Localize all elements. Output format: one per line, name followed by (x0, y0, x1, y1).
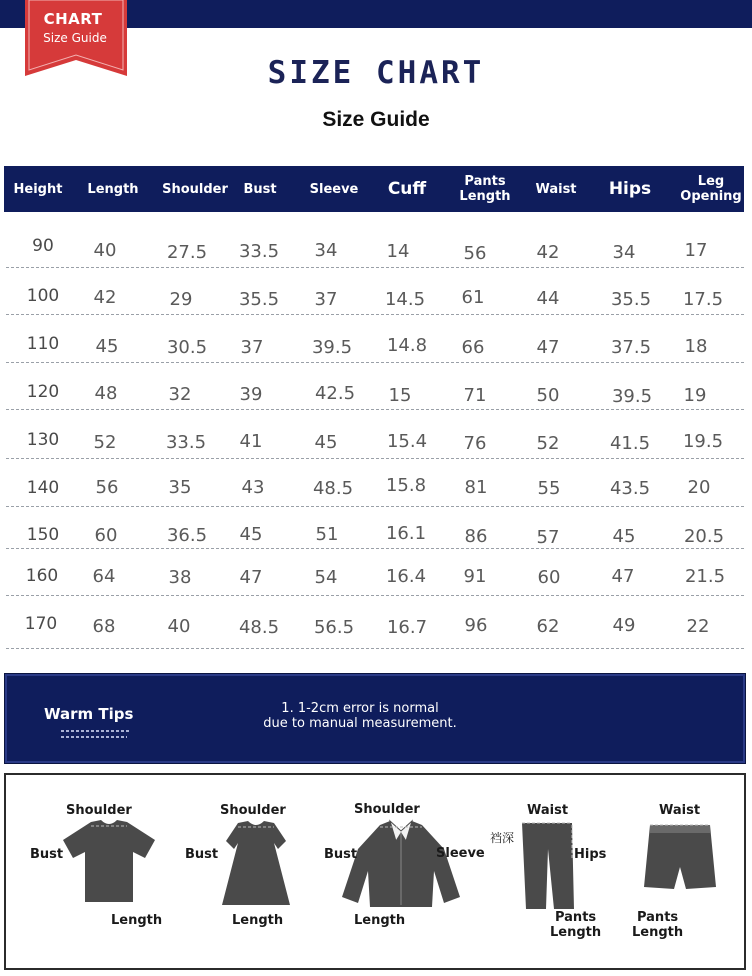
table-cell: 41 (239, 431, 263, 452)
table-cell: 41.5 (609, 433, 651, 454)
table-cell: 50 (536, 385, 560, 406)
table-cell: 17.5 (682, 289, 724, 310)
table-cell: 60 (537, 567, 561, 588)
table-cell: 21.5 (684, 566, 726, 587)
header-length: Length (87, 181, 139, 197)
table-cell: 52 (536, 433, 560, 454)
row-divider (6, 362, 744, 363)
table-cell: 15.8 (385, 475, 427, 496)
table-cell: 47 (611, 566, 635, 587)
table-cell: 81 (464, 477, 488, 498)
warm-tips-line-1: 1. 1-2cm error is normal (281, 701, 439, 716)
table-cell: 91 (463, 566, 487, 587)
warm-tips-title: Warm Tips (44, 705, 134, 723)
table-cell: 68 (92, 616, 116, 637)
table-cell: 14.8 (386, 335, 428, 356)
table-cell: 130 (26, 430, 60, 450)
table-cell: 57 (536, 527, 560, 548)
table-cell: 90 (32, 236, 54, 256)
table-cell: 150 (26, 525, 60, 545)
table-row (0, 554, 752, 602)
table-cell: 51 (315, 524, 339, 545)
pants-diagram-icon (516, 819, 578, 911)
pants-length-label: Pants Length (550, 910, 602, 940)
table-cell: 35 (168, 477, 192, 498)
table-cell: 30.5 (166, 337, 208, 358)
row-divider (6, 506, 744, 507)
table-cell: 42 (536, 242, 560, 263)
table-cell: 48.5 (312, 478, 354, 499)
table-cell: 96 (464, 615, 488, 636)
table-cell: 100 (26, 286, 60, 306)
table-row (0, 370, 752, 418)
row-divider (6, 548, 744, 549)
table-cell: 110 (26, 334, 60, 354)
table-cell: 15.4 (386, 431, 428, 452)
table-row (0, 322, 752, 370)
table-row (0, 274, 752, 322)
shirt-length-label: Length (354, 913, 406, 928)
header-pants-length: Pants Length (459, 174, 511, 204)
table-cell: 140 (26, 478, 60, 498)
table-cell: 160 (25, 566, 59, 586)
table-cell: 170 (24, 614, 58, 634)
table-cell: 33.5 (165, 432, 207, 453)
ribbon-chart-text: CHART (43, 10, 103, 28)
table-cell: 61 (461, 287, 485, 308)
pants-hips-label: Hips (574, 847, 607, 862)
page-subtitle: Size Guide (322, 108, 430, 131)
table-cell: 20.5 (683, 526, 725, 547)
table-cell: 16.7 (386, 617, 428, 638)
table-cell: 22 (686, 616, 710, 637)
table-cell: 40 (167, 616, 191, 637)
table-cell: 54 (314, 567, 338, 588)
warm-tips-line-2: due to manual measurement. (263, 716, 457, 731)
shirt-bust-label: Bust (324, 847, 358, 862)
table-cell: 43 (241, 477, 265, 498)
table-cell: 20 (687, 477, 711, 498)
ribbon-size-guide-text: Size Guide (43, 31, 107, 45)
dress-diagram-icon (214, 819, 298, 909)
warm-tips-subtitle-scribble (59, 727, 131, 741)
table-cell: 45 (314, 432, 338, 453)
table-cell: 56.5 (313, 617, 355, 638)
table-cell: 43.5 (609, 478, 651, 499)
table-cell: 40 (93, 240, 117, 261)
table-row (0, 226, 752, 274)
table-cell: 71 (463, 385, 487, 406)
pants-waist-label: Waist (527, 803, 569, 818)
tshirt-diagram-icon (61, 818, 157, 904)
row-divider (6, 595, 744, 596)
table-cell: 37.5 (610, 337, 652, 358)
pants-rise-label: 裆深 (490, 831, 515, 845)
table-row (0, 603, 752, 651)
header-cuff: Cuff (387, 178, 427, 199)
tshirt-bust-label: Bust (30, 847, 64, 862)
warm-tips-panel (4, 673, 746, 764)
shorts-diagram-icon (642, 823, 718, 893)
table-cell: 64 (92, 566, 116, 587)
table-cell: 27.5 (166, 242, 208, 263)
table-cell: 76 (463, 433, 487, 454)
table-cell: 120 (26, 382, 60, 402)
table-cell: 16.1 (385, 523, 427, 544)
row-divider (6, 458, 744, 459)
tshirt-shoulder-label: Shoulder (66, 803, 132, 818)
table-cell: 42 (93, 287, 117, 308)
table-cell: 52 (93, 432, 117, 453)
table-cell: 29 (169, 289, 193, 310)
table-cell: 35.5 (238, 289, 280, 310)
tshirt-length-label: Length (111, 913, 163, 928)
table-cell: 37 (314, 289, 338, 310)
table-cell: 34 (314, 240, 338, 261)
table-cell: 14.5 (384, 289, 426, 310)
dress-length-label: Length (232, 913, 284, 928)
table-cell: 62 (536, 616, 560, 637)
table-cell: 44 (536, 288, 560, 309)
row-divider (6, 267, 744, 268)
table-cell: 33.5 (238, 241, 280, 262)
shirt-shoulder-label: Shoulder (354, 802, 420, 817)
shirt-diagram-icon (340, 819, 462, 911)
table-cell: 45 (95, 336, 119, 357)
row-divider (6, 648, 744, 649)
header-bust: Bust (243, 181, 277, 197)
table-cell: 48.5 (238, 617, 280, 638)
table-cell: 36.5 (166, 525, 208, 546)
table-cell: 48 (94, 383, 118, 404)
shirt-sleeve-label: Sleeve (436, 846, 485, 861)
table-cell: 37 (240, 337, 264, 358)
table-cell: 15 (388, 385, 412, 406)
table-cell: 49 (612, 615, 636, 636)
table-cell: 47 (239, 567, 263, 588)
header-sleeve: Sleeve (309, 181, 359, 197)
table-cell: 19.5 (682, 431, 724, 452)
table-cell: 19 (683, 385, 707, 406)
size-table-header (4, 166, 744, 212)
table-cell: 14 (386, 241, 410, 262)
row-divider (6, 314, 744, 315)
header-hips: Hips (608, 178, 652, 199)
table-cell: 39.5 (311, 337, 353, 358)
table-cell: 47 (536, 337, 560, 358)
header-waist: Waist (535, 181, 577, 197)
table-cell: 45 (612, 526, 636, 547)
table-cell: 42.5 (314, 383, 356, 404)
page-title: SIZE CHART (267, 55, 485, 91)
table-cell: 35.5 (610, 289, 652, 310)
table-cell: 60 (94, 525, 118, 546)
header-leg-opening: Leg Opening (680, 174, 742, 204)
row-divider (6, 409, 744, 410)
table-cell: 66 (461, 337, 485, 358)
measurement-diagram-panel (4, 773, 746, 970)
table-cell: 56 (95, 477, 119, 498)
table-row (0, 466, 752, 514)
table-cell: 45 (239, 524, 263, 545)
table-cell: 32 (168, 384, 192, 405)
table-row (0, 512, 752, 560)
shorts-waist-label: Waist (659, 803, 701, 818)
table-cell: 34 (612, 242, 636, 263)
table-cell: 39.5 (611, 386, 653, 407)
table-cell: 86 (464, 526, 488, 547)
table-cell: 17 (684, 240, 708, 261)
header-shoulder: Shoulder (162, 181, 228, 197)
table-cell: 56 (463, 243, 487, 264)
dress-shoulder-label: Shoulder (220, 803, 286, 818)
table-cell: 38 (168, 567, 192, 588)
dress-bust-label: Bust (185, 847, 219, 862)
table-row (0, 418, 752, 466)
table-cell: 55 (537, 478, 561, 499)
table-cell: 18 (684, 336, 708, 357)
shorts-length-label: Pants Length (632, 910, 684, 940)
table-cell: 39 (239, 384, 263, 405)
header-height: Height (13, 181, 63, 197)
table-cell: 16.4 (385, 566, 427, 587)
